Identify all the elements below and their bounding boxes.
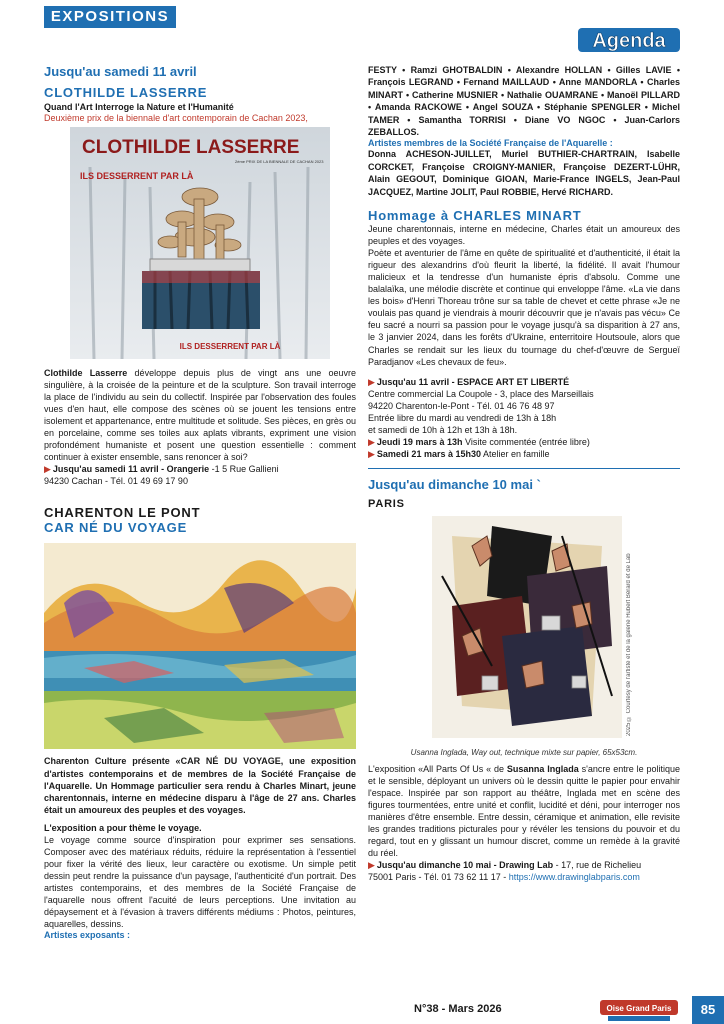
venue-hours-1: Entrée libre du mardi au vendredi de 13h à 18h <box>368 412 557 423</box>
inglada-name: Susanna Inglada <box>506 763 579 774</box>
right-column <box>368 64 680 883</box>
charenton-title: CHARENTON LE PONT <box>44 505 201 521</box>
carne-intro: Charenton Culture présente «CAR NÉ DU VOYAGE, une exposition d'artistes contemporains et de membres de la Société Française de l'Aquarelle. Un Hommage particulier sera rendu à Charles Minart, jeune charentonnais, interne en médecine disparu à l'âge de 27 ans. Charles était un amoureux des peuples et des voyages. <box>44 756 356 815</box>
inglada-description <box>368 763 680 859</box>
inglada-info <box>368 859 680 871</box>
lasserre-prize: Deuxième prix de la biennale d'art contemporain de Cachan 2023, <box>44 113 308 123</box>
poster-prize: 2ème PRIX DE LA BIENNALE DE CACHAN 2023 <box>235 159 324 164</box>
inglada-desc-1: L'exposition «All Parts Of Us « de <box>368 763 507 774</box>
inglada-artwork-wrap <box>368 516 680 744</box>
agenda-logo-text: Agenda <box>592 30 666 52</box>
event-1 <box>368 436 680 448</box>
triangle-icon: ▶ <box>44 464 51 475</box>
lasserre-desc-text: développe depuis plus de vingt ans une oeuvre singulière, à la croisée de la peinture et de la sculpture. Son travail interroge la place de l'individu au sein du collectif. Inspirée par l'observation des foules vues d'en haut, elle compose des scènes où se jouent les tensions entre isolement et appartenance, entre multitude et solitude. Ses pièces, en grès ou en porcelaine, comme ses toiles aux aplats vibrants, expriment une vision profondément humaniste et posent une question essentielle : comment continuer à exister ensemble, sans renoncer à soi? <box>44 368 357 463</box>
poster-text-bottom: ILS DESSERRENT PAR LÀ <box>179 342 281 351</box>
hommage-p2: Poète et aventurier de l'âme en quête de spiritualité et d'authenticité, il était la rigueur des alexandrins d'où fleurit la liberté, la fidélité. Il avait l'humour malicieux et la tendresse d'un humaniste épris d'absolu. Comme une balalaïka, une mélodie discrète et continue qui enveloppe l'âme. «La vie dans les bois» d'Henri Thoreau trône sur sa table de chevet et cette phrase «Je ne voulais pas quand je viendrais à mourir découvrir que je n'avais pas vécu» Ce feu sacré a nourri sa passion pour le voyage jusqu'à sa disparition à 27 ans, le 3 janvier 2024, dans les forêts d'Ukraine, enterritoire Houtsoule, alors que Charles se rendait sur les lieux du tournage du chef-d'œuvre de Sergueï Paradjanov «Les chevaux de feu». <box>368 248 680 367</box>
section-tag: EXPOSITIONS <box>44 6 176 28</box>
poster-title: CLOTHILDE LASSERRE <box>82 137 300 158</box>
inglada-info-addr: - 17, rue de Richelieu <box>553 860 642 871</box>
carne-theme-text: Le voyage comme source d'inspiration pour exprimer ses sensations. Composer avec des matériaux réduits, réduire la représentation à l'essentiel pour fixer la vérité des lieux, leur caractère ou exotisme. Un simple petit dessin peut rendre la puissance d'un paysage, l'authenticité d'un portrait. Des artistes contemporains, et des membres de la Société Française de l'aquarelle nous offrent l'acuité de leurs perceptions. Une invitation au dépaysement et à l'évasion à travers différents médiums : Photos, peintures, aquarelles, dessins. <box>44 834 356 930</box>
magazine-logo <box>600 1000 678 1022</box>
event-2 <box>368 448 680 460</box>
drawinglab-link[interactable]: https://www.drawinglabparis.com <box>508 872 640 883</box>
triangle-icon: ▶ <box>368 448 375 459</box>
carne-theme-heading: L'exposition a pour thème le voyage. <box>44 822 202 833</box>
lasserre-title: CLOTHILDE LASSERRE <box>44 85 208 100</box>
lasserre-subtitle: Quand l'Art Interroge la Nature et l'Humanité <box>44 102 234 112</box>
event2-bold: Samedi 21 mars à 15h30 <box>376 448 481 459</box>
page-number: 85 <box>692 996 724 1024</box>
carne-exhibitors-label: Artistes exposants : <box>44 930 131 941</box>
triangle-icon: ▶ <box>368 376 375 387</box>
hommage-title: Hommage à CHARLES MINART <box>368 208 582 224</box>
sfa-list: Donna ACHESON-JUILLET, Muriel BUTHIER-CHARTRAIN, Isabelle CORCKET, Françoise CROIGNY-MANIER, Françoise DEZERT-LÜHR, Alain GEGOUT, Dominique GIOAN, Marie-France INGELS, Jean-Paul JACQUEZ, Martine JOLIT, Paul ROBBIE, Hervé RICHARD. <box>368 149 680 197</box>
inglada-desc-2: s'ancre entre le politique et le sensible, déployant un univers où le dessin quitte le papier pour envahir l'espace. Inspirée par son rapport au théâtre, Inglada met en scène des figures tourmentées, entre unité et conflit, lucidité et déni, pour interroger nos manières d'être ensemble. Entre dessin, céramique et animation, elle revisite les grandes traditions picturales pour y révéler les tensions du pouvoir et du regard, tout en y glissant un humour discret, comme un remède à la gravité du réel. <box>368 763 680 859</box>
left-column <box>44 64 356 940</box>
lasserre-info-bold: Jusqu'au samedi 11 avril - Orangerie <box>52 464 210 475</box>
issue-number: N°38 - Mars 2026 <box>414 1003 502 1015</box>
event1-bold: Jeudi 19 mars à 13h <box>376 436 463 447</box>
sfa-label: Artistes membres de la Société Française de l'Aquarelle : <box>368 138 613 149</box>
triangle-icon: ▶ <box>368 436 375 447</box>
inglada-date: Jusqu'au dimanche 10 mai ` <box>368 476 541 492</box>
divider <box>368 468 680 469</box>
event2-text: Atelier en famille <box>481 448 550 459</box>
venue-hours-2: et samedi de 10h à 12h et 13h à 18h. <box>368 424 518 435</box>
inglada-credit: 2025 © Courtesy de l'artiste et de la galerie Hubert Bérard et de Lab <box>626 553 632 736</box>
agenda-logo <box>574 22 684 56</box>
poster-text-top: ILS DESSERRENT PAR LÀ <box>80 171 194 181</box>
carne-title: CAR NÉ DU VOYAGE <box>44 520 188 536</box>
lasserre-info <box>44 463 356 475</box>
inglada-city: PARIS <box>368 497 405 510</box>
artists-list: FESTY • Ramzi GHOTBALDIN • Alexandre HOLLAN • Gilles LAVIE • François LEGRAND • Fernand MAILLAUD • Anne MANDORLA • Charles MINART • Catherine MUSNIER • Nathalie OUAMRANE • Manoël PILLARD • Amanda RACKOWE • Angel SOUZA • Stéphanie SPENGLER • Michel TAMER • Samantha TORRISI • Diane VO NGOC • Juan-Carlors ZEBALLOS. <box>368 65 680 138</box>
venue-addr: Centre commercial La Coupole - 3, place des Marseillais <box>368 388 594 399</box>
magazine-logo-text: Oise Grand Paris <box>606 1004 672 1013</box>
venue-bold: Jusqu'au 11 avril - ESPACE ART ET LIBERTÉ <box>376 376 570 387</box>
lasserre-date: Jusqu'au samedi 11 avril <box>44 64 197 79</box>
lasserre-desc-name: Clothilde Lasserre <box>44 368 128 378</box>
carne-painting <box>44 543 356 749</box>
lasserre-info-addr: -1 5 Rue Gallieni <box>209 464 279 475</box>
lasserre-info-city: 94230 Cachan - Tél. 01 49 69 17 90 <box>44 476 188 487</box>
inglada-artwork <box>432 516 622 738</box>
lasserre-description <box>44 367 356 463</box>
hommage-p1: Jeune charentonnais, interne en médecine, Charles était un amoureux des peuples et des voyages. <box>368 224 680 247</box>
lasserre-poster <box>70 127 330 359</box>
triangle-icon: ▶ <box>368 860 375 871</box>
venue-city: 94220 Charenton-le-Pont - Tél. 01 46 76 48 97 <box>368 400 555 411</box>
inglada-info-city: 75001 Paris - Tél. 01 73 62 11 17 - <box>368 872 509 883</box>
venue-line <box>368 376 680 388</box>
inglada-info-city-line <box>368 871 680 883</box>
event1-text: Visite commentée (entrée libre) <box>462 436 590 447</box>
inglada-caption: Usanna Inglada, Way out, technique mixte sur papier, 65x53cm. <box>410 747 638 757</box>
inglada-info-bold: Jusqu'au dimanche 10 mai - Drawing Lab <box>376 860 554 871</box>
